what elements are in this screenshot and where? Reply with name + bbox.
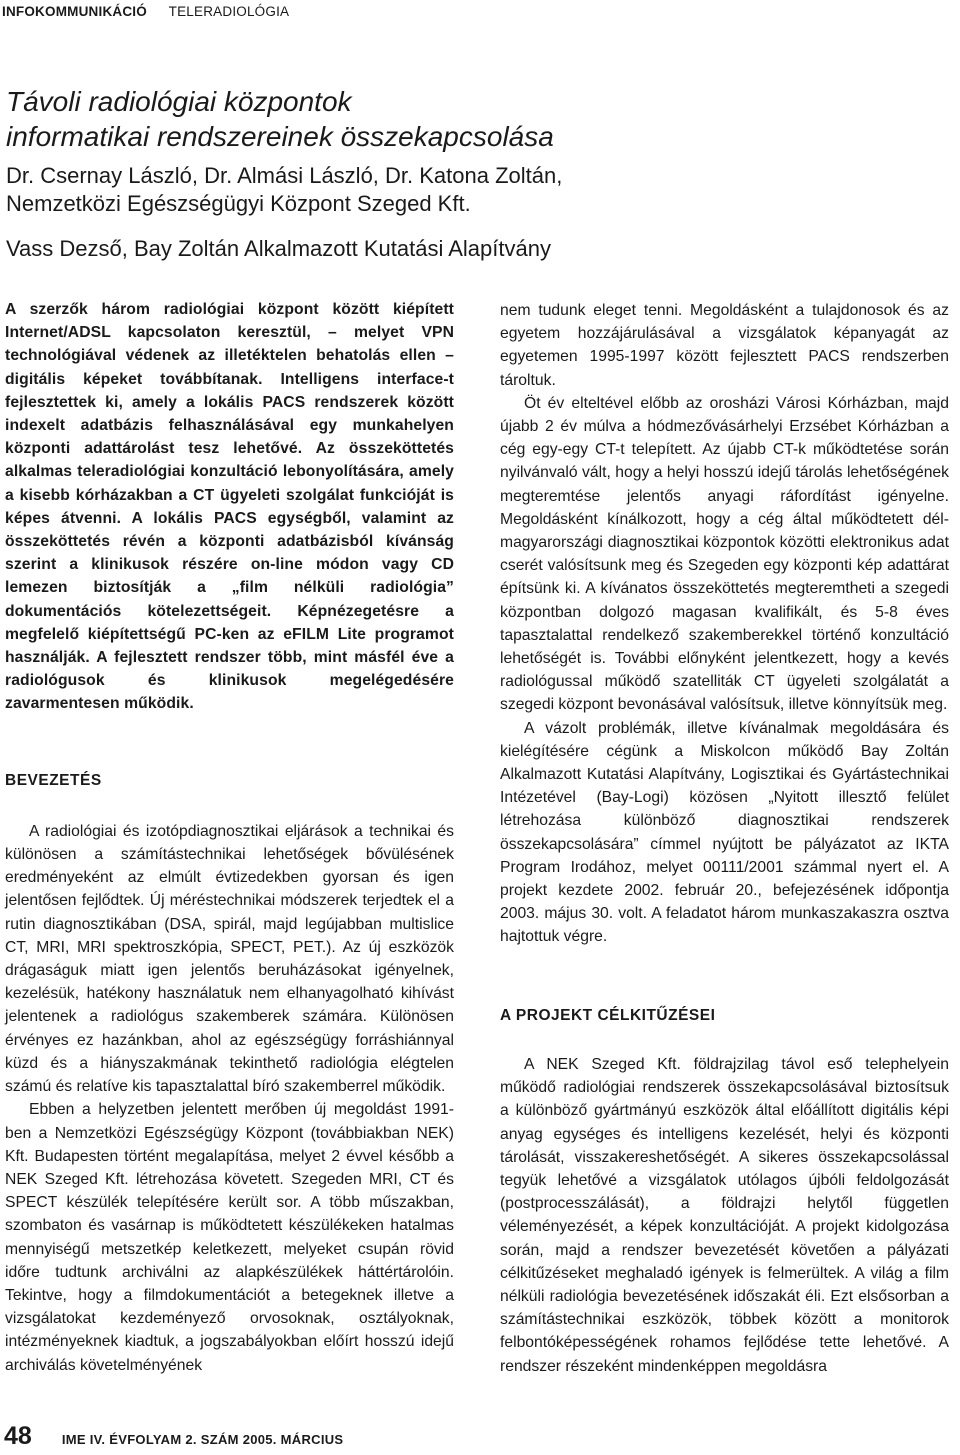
header-section: INFOKOMMUNIKÁCIÓ	[2, 4, 147, 19]
page-footer	[4, 1422, 343, 1451]
intro-paragraph-3: Öt év elteltével előbb az orosházi Városi Kórházban, majd újabb 2 év múlva a hódmezővásárhelyi Erzsébet Kórházban a cég egy-egy CT-t telepített. Az újabb CT-k működtetése során nyilvánvaló vált, hogy a helyi hosszú idejű tárolás lehetőségének megteremtése jelentős anyagi ráfordítást igényelne. Megoldásként kínálkozott, hogy a cég által működtetett dél-magyarországi diagnosztikai központok közötti elektronikus adat cserét valósítsunk meg és Szegeden egy központi kép adattárat építsünk ki. A kívánatos összeköttetés megteremtheti a szegedi központban dolgozó magasan kvalifikált, és 5-8 éves tapasztalattal rendelkező szakemberekkel történő konzultáció lehetőségét is. További előnyként jelentkezett, hogy a kevés radiológussal működő szatelliták CT ügyeleti szolgálatát a szegedi központ bevonásával valósítsuk, illetve könnyítsük meg.	[500, 394, 949, 714]
intro-paragraph-4: A vázolt problémák, illetve kívánalmak megoldására és kielégítésére cégünk a Miskolcon működő Bay Zoltán Alkalmazott Kutatási Alapítvány, Logisztikai és Gyártástechnikai Intézetével (Bay-Logi) közösen „Nyitott illesztő felület létrehozása különböző diagnosztikai rendszerek összekapcsolására” címmel nyújtott be pályázatot az IKTA Program Irodához, melyet 00111/2001 számmal nyert el. A projekt kezdete 2002. február 20., befejezésének időpontja 2003. május 30. volt. A feladatot három munkaszakaszra osztva hajtottuk végre.	[500, 719, 949, 946]
authors-line-2: Nemzetközi Egészségügyi Központ Szeged Kft.	[6, 191, 471, 216]
title-line-1: Távoli radiológiai központok	[6, 86, 352, 117]
title-line-2: informatikai rendszereinek összekapcsolása	[6, 121, 554, 152]
running-header	[2, 4, 289, 19]
intro-paragraph-2-part-2: nem tudunk eleget tenni. Megoldásként a tulajdonosok és az egyetem hozzájárulásával a vizsgálatok képanyagát az egyetemen 1995-1997 között fejlesztett PACS rendszerben tároltuk.	[500, 302, 949, 389]
header-subsection: TELERADIOLÓGIA	[168, 4, 290, 19]
page-number: 48	[4, 1422, 32, 1450]
intro-paragraph-2-part-1: Ebben a helyzetben jelentett merőben új megoldást 1991-ben a Nemzetközi Egészségügy Központ (továbbiakban NEK) Kft. Budapesten történt megalapítása, melyet 2 évvel később a NEK Szeged Kft. létrehozása követett. Szegeden MRI, CT és SPECT készülék telepítésére került sor. A több műszakban, szombaton és vasárnap is működtetett készülékeken hatalmas mennyiségű metszetkép keletkezett, melyeket csupán rövid időre tudtunk archiválni az alapkészülékek háttértárolóin. Tekintve, hogy a filmdokumentációt a betegeknek illetve a vizsgálatokat kezdeményező orvosoknak, osztályoknak, intézményeknek kiadtuk, a jogszabályokban előírt hosszú idejű archiválás követelményének	[5, 1101, 454, 1374]
authors-line-3: Vass Dezső, Bay Zoltán Alkalmazott Kutatási Alapítvány	[6, 236, 551, 261]
section-heading-intro: BEVEZETÉS	[5, 771, 102, 789]
intro-paragraph-1: A radiológiai és izotópdiagnosztikai eljárások a technikai és különösen a számítástechnikai lehetőségek bővülésének eredményeként az elmúlt évtizedekben gyorsan és igen jelentősen fejlődtek. Új méréstechnikai módszerek terjedtek el a rutin diagnosztikában (DSA, spirál, majd legújabban multislice CT, MRI, MRI spektroszkópia, SPECT, PET.). Az új eszközök drágaságuk miatt igen jelentős beruházásokat igényelnek, kezelésük, hatékony használatuk nem elhanyagolható kihívást jelentenek a radiológus szakemberek számára. Különösen érvényes ez hazánkban, ahol az egészségügy forráshiánnyal küzd és a hiányszakmának tekinthető radiológia elégtelen számú és relatíve kis tapasztalattal bíró szakemberrel működik.	[5, 822, 454, 1096]
right-column	[500, 299, 949, 1378]
section-heading-goals: A PROJEKT CÉLKITŰZÉSEI	[500, 1006, 716, 1024]
authors-line-1: Dr. Csernay László, Dr. Almási László, Dr. Katona Zoltán,	[6, 163, 563, 188]
abstract: A szerzők három radiológiai központ között kiépített Internet/ADSL kapcsolaton keresztül, – melyet VPN technológiával védenek az illetéktelen behatolás ellen – digitális képeket továbbítanak. Intelligens interface-t fejlesztettek ki, amely a lokális PACS rendszerek között indexelt adatbázis felhasználásával egy munkahelyen központi adattárolást tesz lehetővé. Az összeköttetés alkalmas teleradiológiai konzultáció lebonyolítására, amely a kisebb kórházakban a CT ügyeleti szolgálat funkcióját is képes átvenni. A lokális PACS egységből, valamint az összeköttetés révén a központi adatbázisból kívánság szerint a klinikusok részére on-line módon vagy CD lemezen biztosítják a „film nélküli radiológia” dokumentációs kötelezettségeit. Képnézegetésre a megfelelő kiépítettségű PC-ken az eFILM Lite programot használják. A fejlesztett rendszer több, mint másfél éve a radiológusok és klinikusok megelégedésére zavarmentesen működik.	[5, 301, 454, 713]
journal-info: IME IV. ÉVFOLYAM 2. SZÁM 2005. MÁRCIUS	[61, 1432, 344, 1447]
author-block	[6, 162, 562, 263]
left-column	[5, 298, 454, 1377]
goals-paragraph-1: A NEK Szeged Kft. földrajzilag távol eső telephelyein működő radiológiai rendszerek összekapcsolásával biztosítsuk a különböző gyártmányú eszközök által előállított digitális képi anyag egységes és intelligens kezelését, helyi és központi tárolását, visszakereshetőségét. A sikeres összekapcsolással tegyük lehetővé a vizsgálatok utólagos újbóli feldolgozását (postprocesszálását), a földrajzi helytől független véleményezését, a képek konzultációját. A projekt kidolgozása során, majd a rendszer bevezetését követően a pályázati célkitűzéseket meghaladó igények is felmerültek. A világ a film nélküli radiológia bevezetésének időszakát éli. Ezt elsősorban a számítástechnikai eszközök, többek között a monitorok felbontóképességének rohamos fejlődése tette lehetővé. A rendszer részeként mindenképpen megoldásra	[500, 1055, 949, 1375]
article-title	[6, 84, 554, 154]
